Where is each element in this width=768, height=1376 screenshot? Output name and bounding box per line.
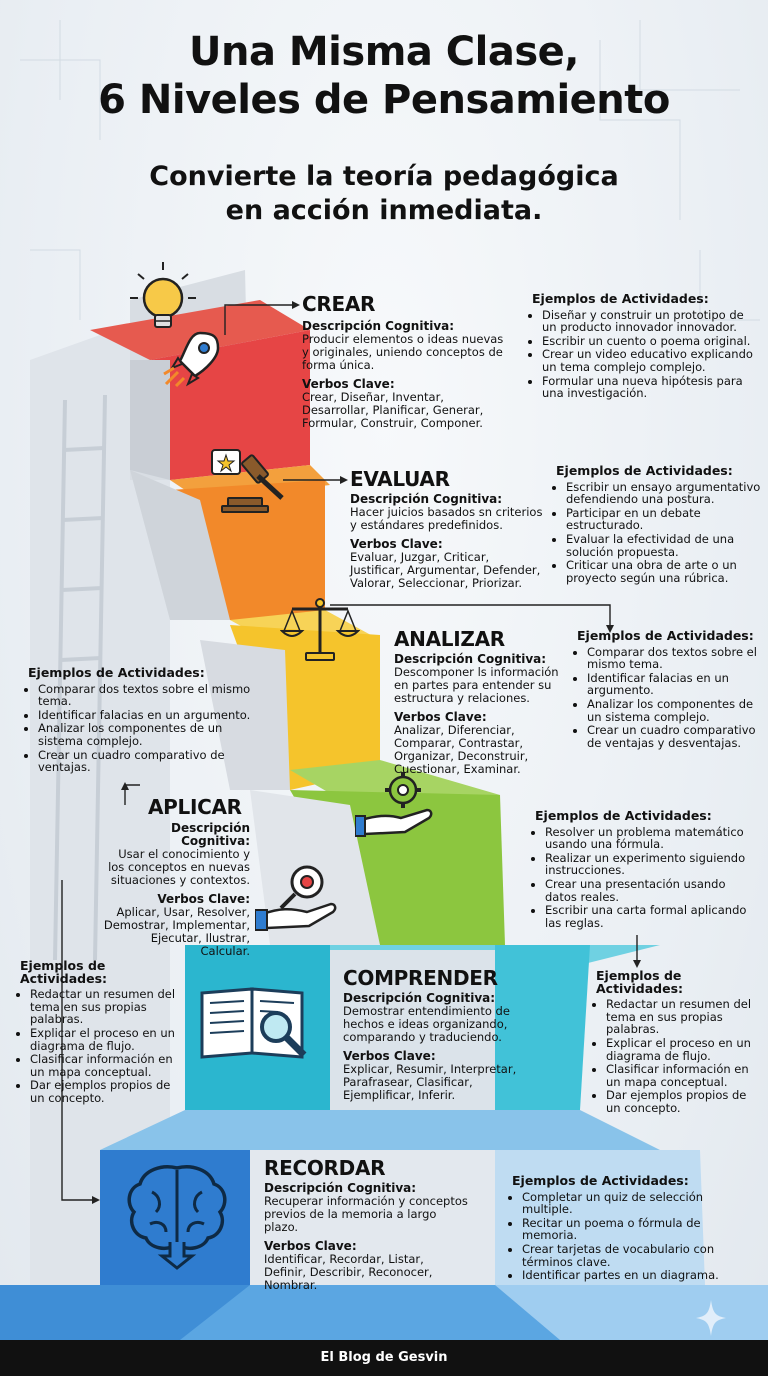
list-item: • Comparar dos textos sobre el mismo tema. xyxy=(587,646,757,671)
recordar-step-top xyxy=(100,1110,660,1150)
examples-recordar xyxy=(512,1175,727,1283)
page-subtitle xyxy=(0,160,768,228)
list-item: • Dar ejemplos propios de un concepto. xyxy=(606,1089,756,1114)
footer-credit: El Blog de Gesvin xyxy=(0,1340,768,1376)
book-magnifier-icon xyxy=(198,985,313,1065)
list-item: • Criticar una obra de arte o un proyecto según una rúbrica. xyxy=(566,559,761,584)
rocket-icon xyxy=(160,328,224,388)
examples-label: Ejemplos de Actividades: xyxy=(512,1173,689,1188)
examples-label: Ejemplos de Actividades: xyxy=(577,628,754,643)
list-item: • Clasificar información en un mapa conceptual. xyxy=(30,1053,180,1078)
list-item: • Identificar partes en un diagrama. xyxy=(522,1269,727,1282)
recordar-description: Recuperar información y conceptos previos de la memoria a largo plazo. xyxy=(264,1194,468,1234)
verbs-label: Verbos Clave: xyxy=(394,710,487,724)
analizar-description: Descomponer ls información en partes para entender su estructura y relaciones. xyxy=(394,665,559,705)
examples-analizar-left xyxy=(28,667,253,775)
list-item: • Redactar un resumen del tema en sus propias palabras. xyxy=(30,988,180,1026)
list-item: • Recitar un poema o fórmula de memoria. xyxy=(522,1217,727,1242)
list-item: • Crear una presentación usando datos reales. xyxy=(545,878,750,903)
list-item: • Completar un quiz de selección multiple. xyxy=(522,1191,727,1216)
level-title-recordar: RECORDAR xyxy=(264,1156,386,1180)
verbs-label: Verbos Clave: xyxy=(350,537,443,551)
list-item: • Diseñar y construir un prototipo de un producto innovador innovador. xyxy=(542,309,757,334)
level-title-evaluar: EVALUAR xyxy=(350,467,450,491)
comprender-verbs: Explicar, Resumir, Interpretar, Parafrasear, Clasificar, Ejemplificar, Inferir. xyxy=(343,1062,517,1102)
gavel-icon xyxy=(210,448,290,514)
list-item: • Evaluar la efectividad de una solución propuesta. xyxy=(566,533,761,558)
verbs-label: Verbos Clave: xyxy=(264,1239,357,1253)
subtitle-line-1: Convierte la teoría pedagógica xyxy=(149,161,619,192)
level-info-recordar xyxy=(264,1182,469,1292)
examples-label: Ejemplos de Actividades: xyxy=(535,808,712,823)
comprender-description: Demostrar entendimiento de hechos e ideas organizando, comparando y traduciendo. xyxy=(343,1004,510,1044)
list-item: • Escribir una carta formal aplicando las reglas. xyxy=(545,904,750,929)
list-item: • Realizar un experimento siguiendo instrucciones. xyxy=(545,852,750,877)
list-item: • Redactar un resumen del tema en sus propias palabras. xyxy=(606,998,756,1036)
examples-label: Ejemplos de Actividades: xyxy=(28,665,205,680)
subtitle-line-2: en acción inmediata. xyxy=(225,195,543,226)
crear-description: Producir elementos o ideas nuevas y originales, uniendo conceptos de forma única. xyxy=(302,332,504,372)
gear-hand-icon xyxy=(355,770,435,840)
desc-label: Descripción Cognitiva: xyxy=(350,492,503,506)
list-item: • Crear tarjetas de vocabulario con términos clave. xyxy=(522,1243,727,1268)
desc-label: Descripción Cognitiva: xyxy=(394,652,547,666)
list-item: • Explicar el proceso en un diagrama de flujo. xyxy=(606,1037,756,1062)
examples-comprender-right xyxy=(596,970,756,1116)
tools-hand-icon xyxy=(255,862,340,932)
desc-label: Descripción Cognitiva: xyxy=(302,319,455,333)
verbs-label: Verbos Clave: xyxy=(157,892,250,906)
desc-label: Descripción Cognitiva: xyxy=(264,1181,417,1195)
level-title-aplicar: APLICAR xyxy=(148,795,242,819)
examples-label-b: Actividades: xyxy=(596,980,684,996)
examples-analizar xyxy=(577,630,757,750)
examples-comprender-left xyxy=(20,960,180,1106)
list-item: • Crear un cuadro comparativo de ventajas y desventajas. xyxy=(587,724,757,749)
list-item: • Identificar falacias en un argumento. xyxy=(38,709,253,722)
list-item: • Dar ejemplos propios de un concepto. xyxy=(30,1079,180,1104)
scales-icon xyxy=(280,595,360,663)
examples-crear xyxy=(532,293,757,401)
verbs-label: Verbos Clave: xyxy=(343,1049,436,1063)
level-info-evaluar xyxy=(350,493,545,590)
level-title-crear: CREAR xyxy=(302,292,376,316)
evaluar-verbs: Evaluar, Juzgar, Criticar, Justificar, Argumentar, Defender, Valorar, Seleccionar, Priorizar. xyxy=(350,550,541,590)
level-info-crear xyxy=(302,320,512,430)
brain-icon xyxy=(122,1160,232,1270)
list-item: • Participar en un debate estructurado. xyxy=(566,507,761,532)
list-item: • Crear un cuadro comparativo de ventajas. xyxy=(38,749,253,774)
examples-label: Ejemplos de Actividades: xyxy=(556,463,733,478)
level-title-analizar: ANALIZAR xyxy=(394,627,505,651)
list-item: • Comparar dos textos sobre el mismo tema. xyxy=(38,683,253,708)
list-item: • Formular una nueva hipótesis para una investigación. xyxy=(542,375,757,400)
list-item: • Explicar el proceso en un diagrama de flujo. xyxy=(30,1027,180,1052)
desc-label: Descripción Cognitiva: xyxy=(343,991,496,1005)
list-item: • Analizar los componentes de un sistema complejo. xyxy=(587,698,757,723)
examples-label-b: Actividades: xyxy=(20,970,108,986)
level-info-aplicar xyxy=(100,822,250,958)
aplicar-description: Usar el conocimiento y los conceptos en nuevas situaciones y contextos. xyxy=(108,847,250,887)
recordar-verbs: Identificar, Recordar, Listar, Definir, Describir, Reconocer, Nombrar. xyxy=(264,1252,433,1292)
list-item: • Identificar falacias en un argumento. xyxy=(587,672,757,697)
level-info-comprender xyxy=(343,992,523,1102)
examples-label: Ejemplos de Actividades: xyxy=(532,291,709,306)
examples-aplicar xyxy=(535,810,750,930)
crear-verbs: Crear, Diseñar, Inventar, Desarrollar, Planificar, Generar, Formular, Construir, Componer. xyxy=(302,390,484,430)
examples-evaluar xyxy=(556,465,761,585)
level-info-analizar xyxy=(394,653,569,776)
desc-label: Descripción Cognitiva: xyxy=(171,821,250,848)
title-line-2: 6 Niveles de Pensamiento xyxy=(98,77,670,123)
list-item: • Crear un video educativo explicando un tema complejo complejo. xyxy=(542,348,757,373)
evaluar-description: Hacer juicios basados sn criterios y estándares predefinidos. xyxy=(350,505,543,532)
page-title xyxy=(0,28,768,124)
analizar-verbs: Analizar, Diferenciar, Comparar, Contrastar, Organizar, Deconstruir, Cuestionar, Examinar. xyxy=(394,723,529,776)
aplicar-verbs: Aplicar, Usar, Resolver, Demostrar, Implementar, Ejecutar, Ilustrar, Calcular. xyxy=(103,905,250,958)
sparkle-icon xyxy=(696,1300,726,1336)
verbs-label: Verbos Clave: xyxy=(302,377,395,391)
examples-label-a: Ejemplos de xyxy=(596,968,682,983)
list-item: • Escribir un ensayo argumentativo defendiendo una postura. xyxy=(566,481,761,506)
list-item: • Escribir un cuento o poema original. xyxy=(542,335,757,348)
title-line-1: Una Misma Clase, xyxy=(189,29,579,75)
list-item: • Resolver un problema matemático usando una fórmula. xyxy=(545,826,750,851)
list-item: • Clasificar información en un mapa conceptual. xyxy=(606,1063,756,1088)
level-title-comprender: COMPRENDER xyxy=(343,966,498,990)
list-item: • Analizar los componentes de un sistema complejo. xyxy=(38,722,253,747)
examples-label-a: Ejemplos de xyxy=(20,958,106,973)
